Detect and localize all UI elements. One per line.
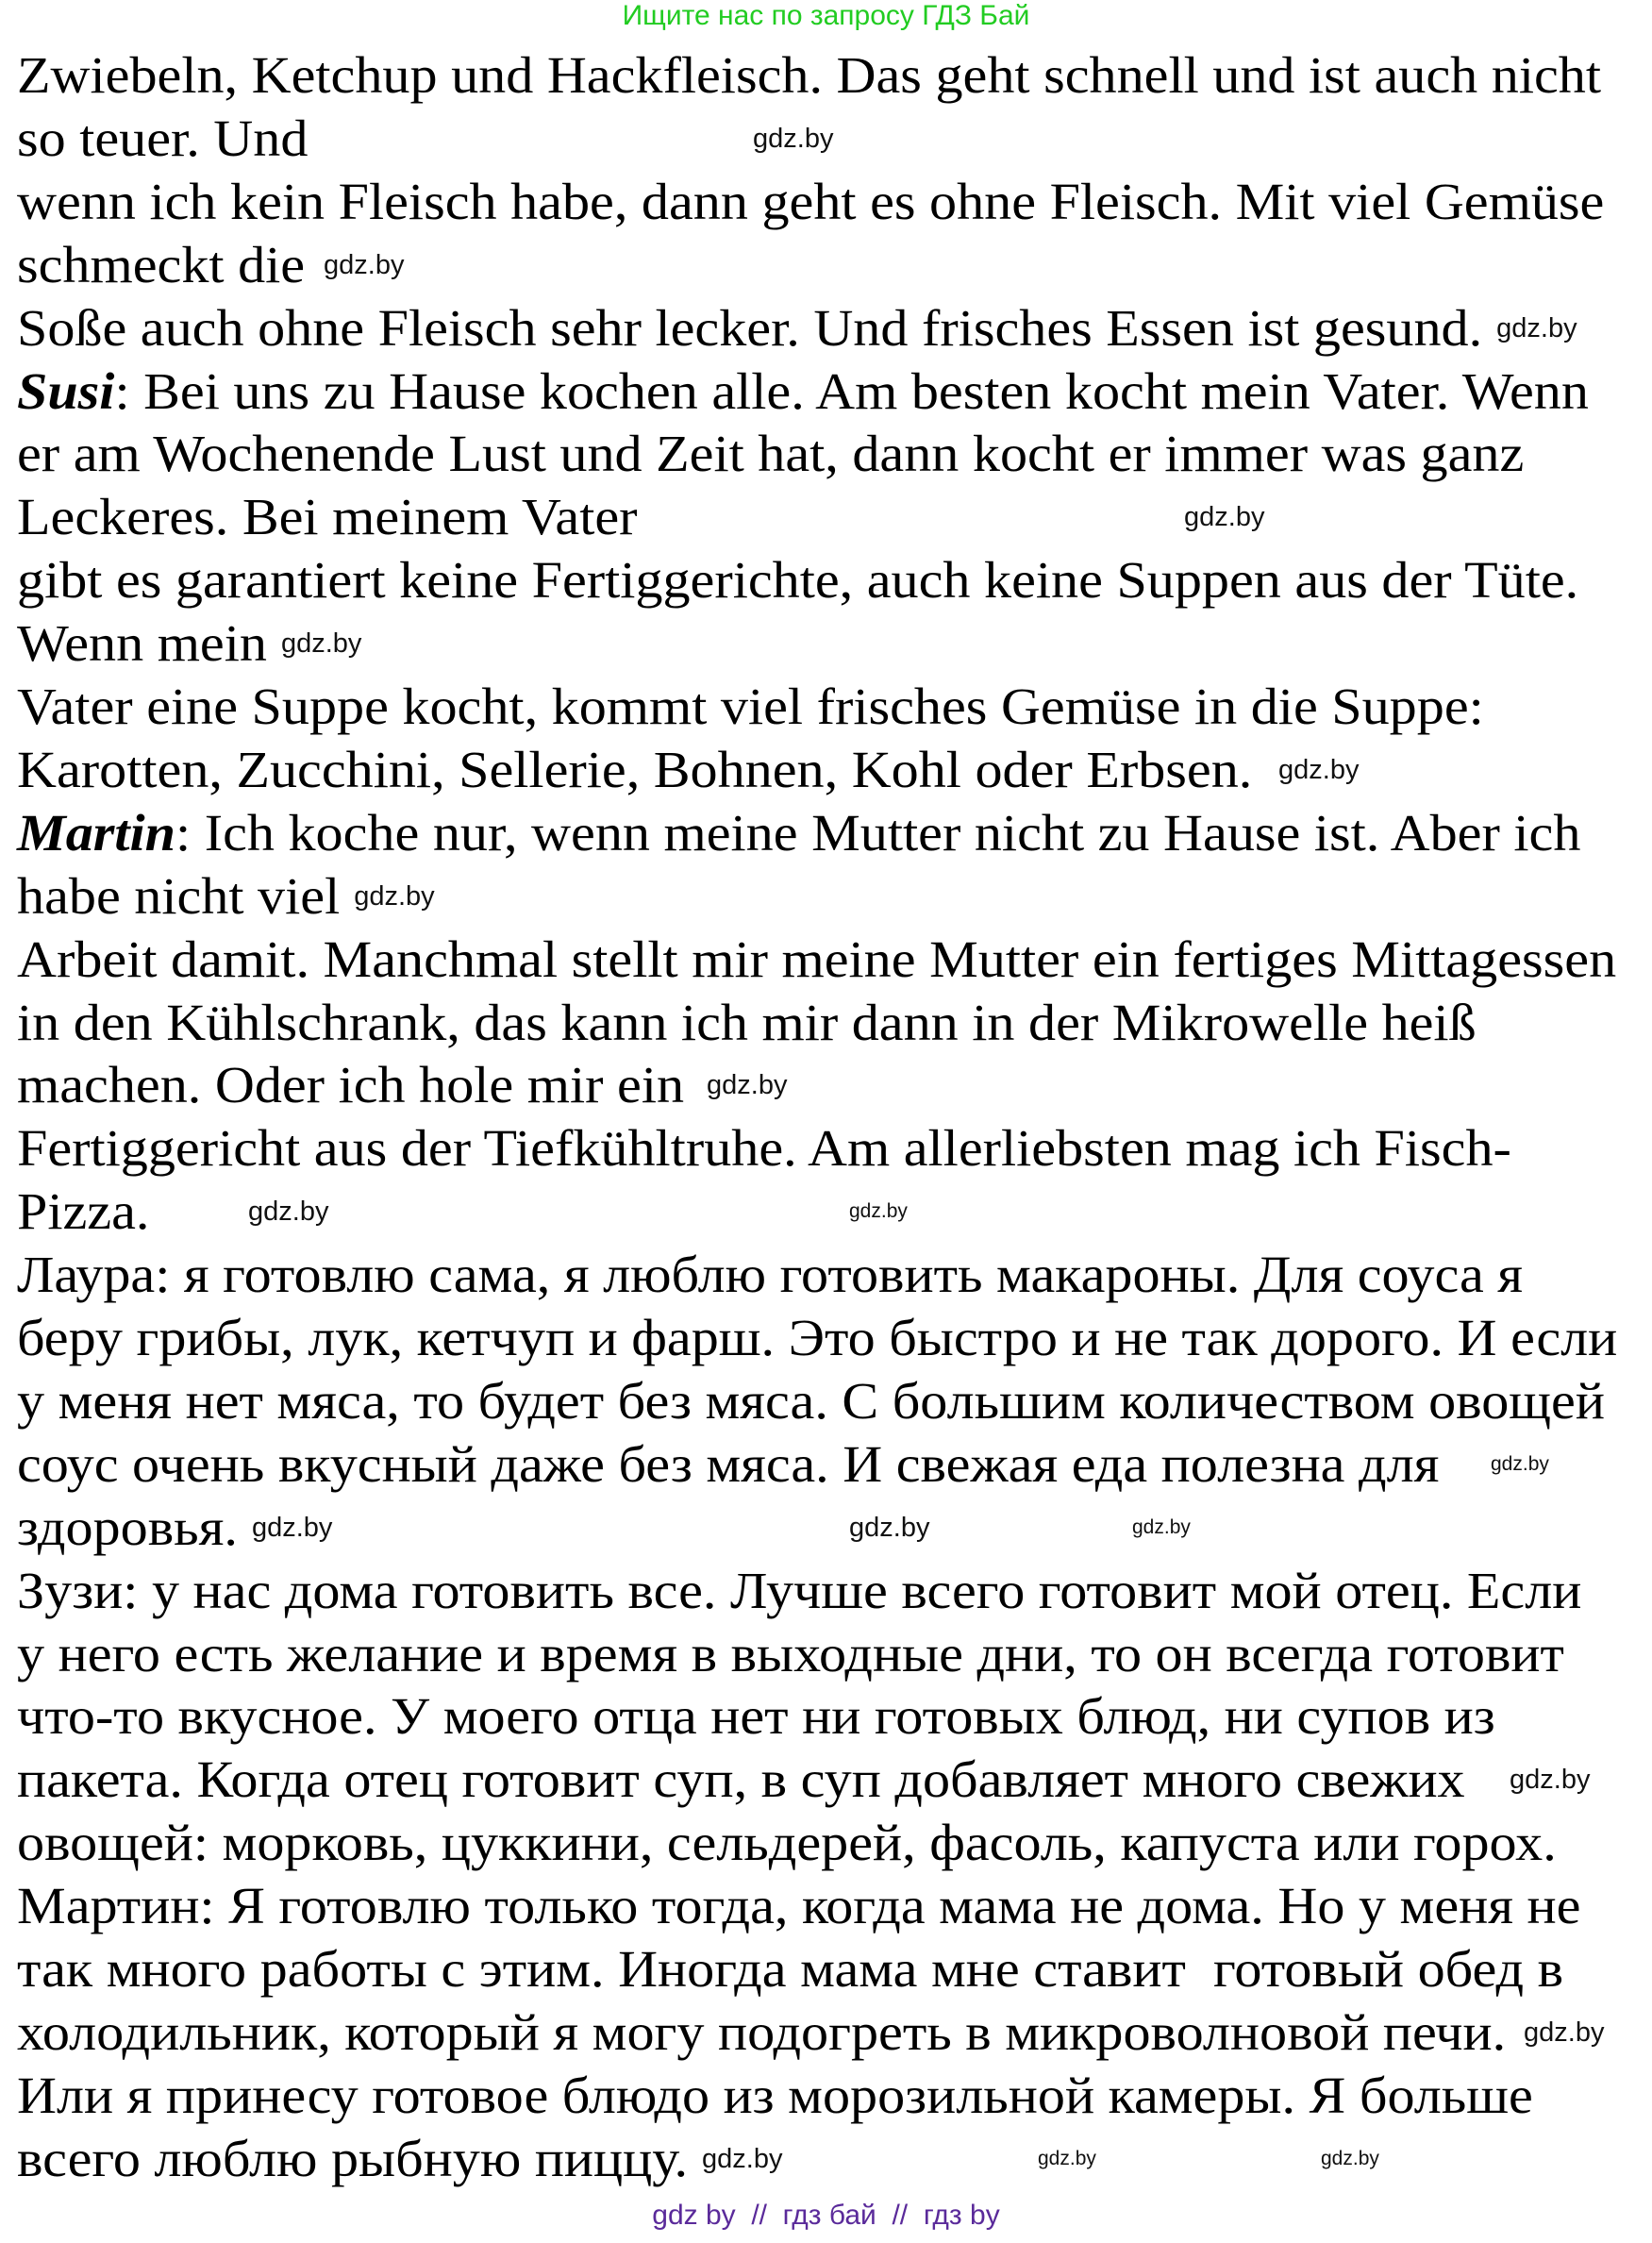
text-line (17, 1749, 1465, 1811)
text-line (17, 1370, 1605, 1432)
line-text: : Ich koche nur, wenn meine Mutter nicht zu Hause ist. Aber ich (175, 803, 1581, 862)
watermark: gdz.by (248, 1197, 329, 1228)
watermark: gdz.by (1321, 2147, 1379, 2169)
header-banner: Ищите нас по запросу ГДЗ Бай (622, 0, 1030, 31)
line-text: всего люблю рыбную пиццу. (17, 2129, 689, 2187)
line-text: Зузи: у нас дома готовить все. Лучше всего готовит мой отец. Если (17, 1561, 1582, 1619)
text-line (17, 360, 1589, 423)
line-text: so teuer. Und (17, 109, 309, 167)
line-text: Лаура: я готовлю сама, я люблю готовить макароны. Для соуса я (17, 1246, 1524, 1304)
line-text: Soße auch ohne Fleisch sehr lecker. Und frisches Essen ist gesund. (17, 298, 1483, 357)
text-line (17, 2128, 688, 2190)
text-line (17, 1623, 1564, 1685)
watermark: gdz.by (753, 123, 834, 154)
text-line (17, 108, 308, 170)
text-line (17, 1497, 238, 1559)
line-text: Karotten, Zucchini, Sellerie, Bohnen, Kohl oder Erbsen. (17, 740, 1253, 798)
text-line (17, 297, 1482, 360)
watermark: gdz.by (849, 1512, 930, 1543)
text-line (17, 1244, 1523, 1306)
text-line (17, 1307, 1617, 1369)
line-text: machen. Oder ich hole mir ein (17, 1056, 685, 1114)
text-line (17, 44, 1601, 107)
line-text: у меня нет мяса, то будет без мяса. С большим количеством овощей (17, 1371, 1605, 1430)
text-line (17, 171, 1604, 233)
line-text: Fertiggericht aus der Tiefkühltruhe. Am allerliebsten mag ich Fisch- (17, 1119, 1511, 1178)
line-text: schmeckt die (17, 235, 306, 293)
line-text: Или я принесу готовое блюдо из морозильной камеры. Я больше (17, 2066, 1533, 2124)
text-line (17, 549, 1578, 611)
watermark: gdz.by (354, 880, 435, 912)
text-line (17, 1875, 1580, 1937)
watermark: gdz.by (251, 1512, 333, 1543)
line-text: er am Wochenende Lust und Zeit hat, dann kocht er immer was ganz (17, 425, 1525, 483)
text-line (17, 1938, 1563, 2000)
text-line (17, 423, 1524, 485)
line-text: gibt es garantiert keine Fertiggerichte, auch keine Suppen aus der Tüte. (17, 551, 1579, 610)
text-line (17, 865, 340, 928)
text-line (17, 1054, 684, 1116)
text-line (17, 802, 1580, 864)
line-text: беру грибы, лук, кетчуп и фарш. Это быстро и не так дорого. И если (17, 1309, 1618, 1366)
line-text: Arbeit damit. Manchmal stellt mir meine Mutter ein fertiges Mittagessen (17, 929, 1617, 988)
text-line (17, 929, 1616, 991)
text-line (17, 1180, 149, 1243)
text-line (17, 2001, 1506, 2064)
line-text: здоровья. (17, 1498, 238, 1556)
line-text: wenn ich kein Fleisch habe, dann geht es ohne Fleisch. Mit viel Gemüse (17, 172, 1605, 230)
speaker-name: Susi (17, 361, 115, 420)
line-text: : Bei uns zu Hause kochen alle. Am besten kocht mein Vater. Wenn (114, 361, 1589, 420)
watermark: gdz.by (1184, 502, 1265, 533)
text-line (17, 1812, 1557, 1874)
text-line (17, 234, 305, 296)
text-line (17, 2065, 1533, 2127)
line-text: овощей: морковь, цуккини, сельдерей, фасоль, капуста или горох. (17, 1814, 1557, 1872)
watermark: gdz.by (324, 249, 405, 280)
text-line (17, 612, 267, 675)
watermark: gdz.by (1132, 1515, 1191, 1538)
line-text: Leckeres. Bei meinem Vater (17, 488, 638, 546)
line-text: пакета. Когда отец готовит суп, в суп добавляет много свежих (17, 1750, 1465, 1809)
line-text: соус очень вкусный даже без мяса. И свежая еда полезна для (17, 1434, 1440, 1493)
line-text: Pizza. (17, 1182, 150, 1241)
line-text: холодильник, который я могу подогреть в микроволновой печи. (17, 2002, 1507, 2061)
watermark: gdz.by (1524, 2017, 1605, 2048)
line-text: Wenn mein (17, 614, 267, 673)
line-text: habe nicht viel (17, 866, 341, 925)
watermark: gdz.by (1038, 2147, 1096, 2169)
watermark: gdz.by (707, 1070, 788, 1101)
line-text: что-то вкусное. У моего отца нет ни готовых блюд, ни супов из (17, 1687, 1495, 1746)
line-text: Мартин: Я готовлю только тогда, когда мама не дома. Но у меня не (17, 1877, 1581, 1935)
text-line (17, 992, 1477, 1054)
text-line (17, 1685, 1495, 1748)
text-line (17, 739, 1252, 801)
watermark: gdz.by (280, 628, 362, 660)
footer-banner: gdz by // гдз бай // гдз by (652, 2200, 1000, 2231)
line-text: так много работы с этим. Иногда мама мне ставит готовый обед в (17, 1940, 1564, 1998)
watermark: gdz.by (1510, 1765, 1591, 1796)
text-line (17, 1560, 1581, 1622)
line-text: in den Kühlschrank, das kann ich mir dann in der Mikrowelle heiß (17, 993, 1477, 1051)
watermark: gdz.by (1278, 754, 1360, 785)
line-text: у него есть желание и время в выходные дни, то он всегда готовит (17, 1624, 1564, 1682)
watermark: gdz.by (849, 1200, 908, 1223)
text-line (17, 486, 638, 548)
watermark: gdz.by (702, 2143, 783, 2174)
line-text: Zwiebeln, Ketchup und Hackfleisch. Das geht schnell und ist auch nicht (17, 46, 1601, 104)
speaker-name: Martin (17, 803, 176, 862)
text-line (17, 676, 1484, 738)
text-line (17, 1433, 1439, 1496)
line-text: Vater eine Suppe kocht, kommt viel frisches Gemüse in die Suppe: (17, 678, 1484, 735)
text-line (17, 1117, 1511, 1180)
watermark: gdz.by (1496, 312, 1577, 343)
watermark: gdz.by (1491, 1452, 1549, 1475)
